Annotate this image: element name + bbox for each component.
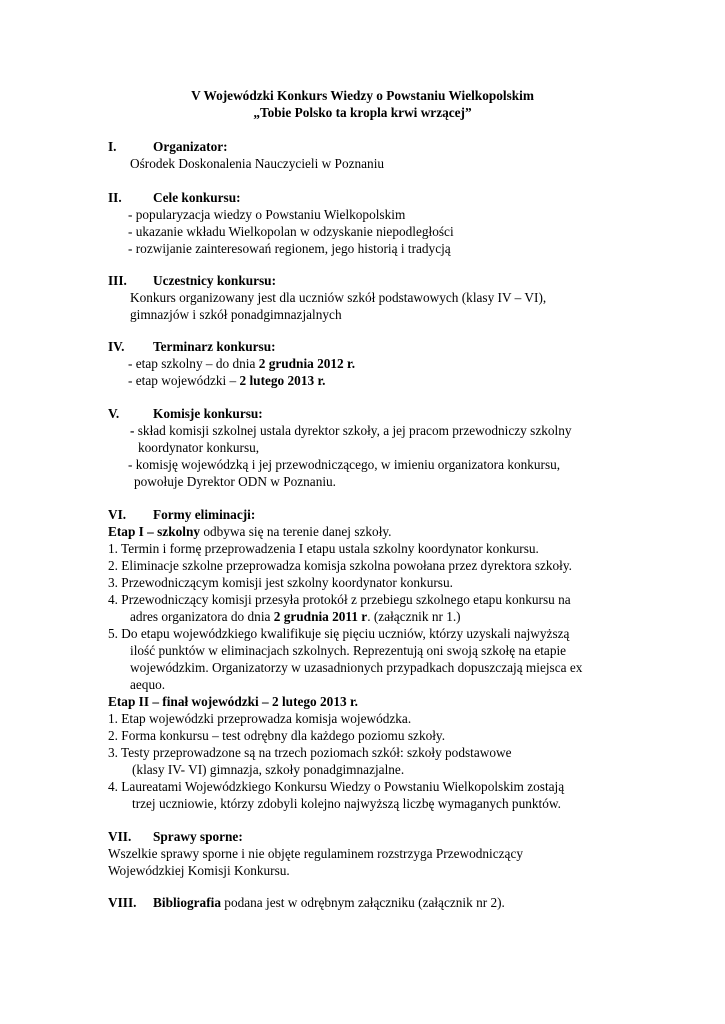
list-item: - etap szkolny – do dnia 2 grudnia 2012 r. bbox=[128, 356, 356, 371]
list-item: 1. Etap wojewódzki przeprowadza komisja wojewódzka. bbox=[108, 711, 412, 726]
section-8-text: Bibliografia podana jest w odrębnym załączniku (załącznik nr 2). bbox=[153, 895, 505, 910]
list-item: 1. Termin i formę przeprowadzenia I etapu ustala szkolny koordynator konkursu. bbox=[108, 541, 539, 556]
section-7-number: VII. bbox=[108, 829, 132, 844]
list-item: 3. Przewodniczącym komisji jest szkolny koordynator konkursu. bbox=[108, 575, 453, 590]
section-1-number: I. bbox=[108, 139, 117, 154]
list-item-continuation: aequo. bbox=[130, 677, 166, 692]
section-5-heading: Komisje konkursu: bbox=[153, 406, 263, 421]
list-item: 2. Eliminacje szkolne przeprowadza komisja szkolna powołana przez dyrektora szkoły. bbox=[108, 558, 572, 573]
list-item-continuation: powołuje Dyrektor ODN w Poznaniu. bbox=[134, 474, 337, 489]
section-1-text: Ośrodek Doskonalenia Nauczycieli w Poznaniu bbox=[130, 156, 385, 171]
title-line-2: „Tobie Polsko ta kropla krwi wrzącej” bbox=[253, 105, 472, 120]
section-3-text-1: Konkurs organizowany jest dla uczniów szkół podstawowych (klasy IV – VI), bbox=[130, 290, 547, 305]
section-5-number: V. bbox=[108, 406, 120, 421]
list-item-continuation: adres organizatora do dnia 2 grudnia 2011 r. (załącznik nr 1.) bbox=[130, 609, 461, 624]
section-2-number: II. bbox=[108, 190, 122, 205]
list-item: - etap wojewódzki – 2 lutego 2013 r. bbox=[128, 373, 326, 388]
list-item: - skład komisji szkolnej ustala dyrektor szkoły, a jej pracom przewodniczy szkolny bbox=[130, 423, 572, 438]
section-4-heading: Terminarz konkursu: bbox=[153, 339, 276, 354]
list-item-continuation: wojewódzkim. Organizatorzy w uzasadnionych przypadkach dopuszczają miejsca ex bbox=[130, 660, 583, 675]
list-item: 3. Testy przeprowadzone są na trzech poziomach szkół: szkoły podstawowe bbox=[108, 745, 512, 760]
list-item: - rozwijanie zainteresowań regionem, jego historią i tradycją bbox=[128, 241, 451, 256]
stage-1-heading: Etap I – szkolny odbywa się na terenie danej szkoły. bbox=[108, 524, 392, 539]
section-7-heading: Sprawy sporne: bbox=[153, 829, 243, 844]
section-7-text-1: Wszelkie sprawy sporne i nie objęte regulaminem rozstrzyga Przewodniczący bbox=[108, 846, 523, 861]
section-3-heading: Uczestnicy konkursu: bbox=[153, 273, 277, 288]
section-4-number: IV. bbox=[108, 339, 125, 354]
section-1-heading: Organizator: bbox=[153, 139, 228, 154]
list-item: 5. Do etapu wojewódzkiego kwalifikuje się pięciu uczniów, którzy uzyskali najwyższą bbox=[108, 626, 570, 641]
list-item: 2. Forma konkursu – test odrębny dla każdego poziomu szkoły. bbox=[108, 728, 446, 743]
section-8-number: VIII. bbox=[108, 895, 137, 910]
list-item: - ukazanie wkładu Wielkopolan w odzyskanie niepodległości bbox=[128, 224, 454, 239]
section-7-text-2: Wojewódzkiej Komisji Konkursu. bbox=[108, 863, 290, 878]
stage-2-heading: Etap II – finał wojewódzki – 2 lutego 2013 r. bbox=[108, 694, 358, 709]
list-item-continuation: trzej uczniowie, którzy zdobyli kolejno najwyższą liczbę wymaganych punktów. bbox=[132, 796, 561, 811]
list-item: 4. Przewodniczący komisji przesyła protokół z przebiegu szkolnego etapu konkursu na bbox=[108, 592, 571, 607]
section-3-number: III. bbox=[108, 273, 127, 288]
section-3-text-2: gimnazjów i szkół ponadgimnazjalnych bbox=[130, 307, 342, 322]
section-6-number: VI. bbox=[108, 507, 127, 522]
list-item: - popularyzacja wiedzy o Powstaniu Wielkopolskim bbox=[128, 207, 406, 222]
list-item: - komisję wojewódzką i jej przewodniczącego, w imieniu organizatora konkursu, bbox=[128, 457, 561, 472]
list-item-continuation: ilość punktów w eliminacjach szkolnych. Reprezentują oni swoją szkołę na etapie bbox=[130, 643, 567, 658]
section-2-heading: Cele konkursu: bbox=[153, 190, 241, 205]
section-6-heading: Formy eliminacji: bbox=[153, 507, 256, 522]
list-item: 4. Laureatami Wojewódzkiego Konkursu Wiedzy o Powstaniu Wielkopolskim zostają bbox=[108, 779, 565, 794]
title-line-1: V Wojewódzki Konkurs Wiedzy o Powstaniu Wielkopolskim bbox=[191, 88, 534, 103]
list-item-continuation: koordynator konkursu, bbox=[138, 440, 260, 455]
list-item-continuation: (klasy IV- VI) gimnazja, szkoły ponadgimnazjalne. bbox=[132, 762, 405, 777]
